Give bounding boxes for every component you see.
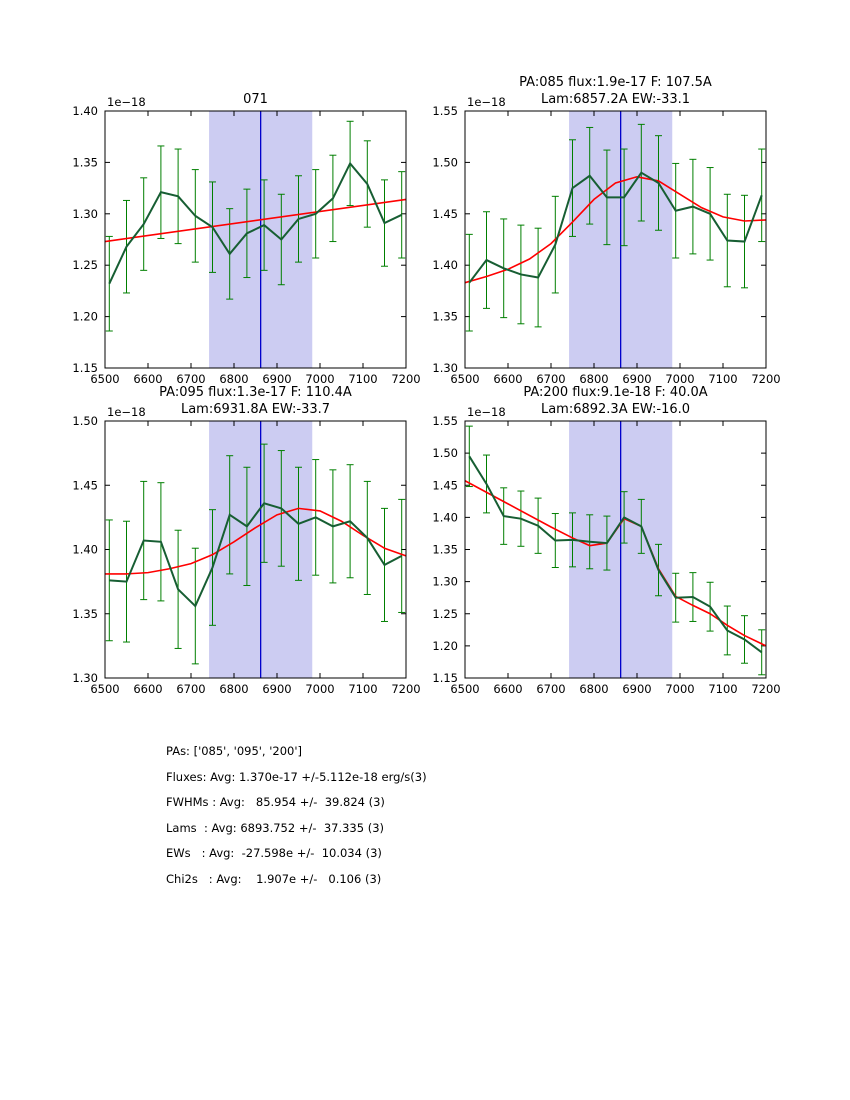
panel-title-line: PA:095 flux:1.3e-17 F: 110.4A — [159, 385, 352, 400]
y-tick-label: 1.25 — [432, 606, 458, 621]
x-tick-label: 6800 — [219, 372, 249, 386]
y-axis-offset-label: 1e−18 — [107, 405, 146, 419]
x-tick-label: 6600 — [493, 682, 523, 696]
y-tick-label: 1.35 — [432, 309, 458, 324]
x-tick-label: 6800 — [579, 682, 609, 696]
panel-title-line: 071 — [243, 92, 268, 107]
x-tick-label: 7000 — [665, 372, 695, 386]
y-tick-label: 1.45 — [432, 478, 458, 493]
x-tick-label: 6900 — [262, 372, 292, 386]
x-tick-label: 7200 — [751, 682, 781, 696]
panel-title-line: Lam:6931.8A EW:-33.7 — [180, 402, 331, 417]
x-tick-label: 7200 — [751, 372, 781, 386]
y-tick-label: 1.55 — [432, 414, 458, 428]
y-tick-label: 1.40 — [432, 258, 458, 273]
y-tick-label: 1.55 — [432, 104, 458, 118]
summary-line-lams: Lams : Avg: 6893.752 +/- 37.335 (3) — [166, 820, 385, 835]
x-tick-label: 6600 — [133, 372, 163, 386]
y-tick-label: 1.50 — [432, 155, 458, 170]
y-tick-label: 1.40 — [432, 510, 458, 525]
x-tick-label: 7000 — [665, 682, 695, 696]
x-tick-label: 6500 — [90, 682, 120, 696]
x-tick-label: 6700 — [536, 682, 566, 696]
panel-1 — [72, 92, 420, 386]
x-tick-label: 6900 — [622, 372, 652, 386]
summary-line-fwhms: FWHMs : Avg: 85.954 +/- 39.824 (3) — [166, 795, 385, 809]
summary-line-fluxes: Fluxes: Avg: 1.370e-17 +/-5.112e-18 erg/s(3) — [166, 769, 427, 784]
y-tick-label: 1.30 — [432, 361, 458, 375]
x-tick-label: 7100 — [348, 372, 378, 386]
summary-block — [166, 745, 427, 898]
x-tick-label: 6700 — [176, 682, 206, 696]
y-tick-label: 1.35 — [72, 155, 98, 170]
y-tick-label: 1.30 — [72, 206, 98, 221]
x-tick-label: 6700 — [536, 372, 566, 386]
x-tick-label: 6900 — [262, 682, 292, 696]
y-tick-label: 1.35 — [72, 606, 98, 621]
x-tick-label: 6700 — [176, 372, 206, 386]
x-tick-label: 7000 — [305, 372, 335, 386]
x-tick-label: 6500 — [450, 372, 480, 386]
x-tick-label: 7100 — [708, 682, 738, 696]
panel-3 — [72, 385, 420, 696]
y-tick-label: 1.15 — [432, 671, 458, 685]
y-tick-label: 1.30 — [72, 671, 98, 685]
panel-title-line: PA:200 flux:9.1e-18 F: 40.0A — [523, 385, 708, 400]
y-tick-label: 1.45 — [432, 206, 458, 221]
summary-line-pas: PAs: ['085', '095', '200'] — [166, 744, 303, 758]
y-tick-label: 1.30 — [432, 574, 458, 589]
x-tick-label: 6800 — [579, 372, 609, 386]
panel-title-line: Lam:6892.3A EW:-16.0 — [540, 402, 691, 417]
y-tick-label: 1.25 — [72, 258, 98, 273]
summary-line-chi2s: Chi2s : Avg: 1.907e +/- 0.106 (3) — [166, 871, 382, 886]
x-tick-label: 7000 — [305, 682, 335, 696]
x-tick-label: 6500 — [450, 682, 480, 696]
y-tick-label: 1.20 — [72, 309, 98, 324]
y-tick-label: 1.45 — [72, 478, 98, 493]
y-axis-offset-label: 1e−18 — [467, 95, 506, 109]
x-tick-label: 7200 — [391, 372, 421, 386]
panel-title-line: PA:085 flux:1.9e-17 F: 107.5A — [519, 75, 712, 90]
y-tick-label: 1.50 — [72, 414, 98, 428]
y-tick-label: 1.40 — [72, 104, 98, 118]
x-tick-label: 6600 — [133, 682, 163, 696]
x-tick-label: 7200 — [391, 682, 421, 696]
panel-title-line: Lam:6857.2A EW:-33.1 — [540, 92, 691, 107]
x-tick-label: 7100 — [708, 372, 738, 386]
y-tick-label: 1.40 — [72, 542, 98, 557]
y-tick-label: 1.50 — [432, 446, 458, 461]
panel-4 — [432, 385, 780, 696]
y-axis-offset-label: 1e−18 — [467, 405, 506, 419]
x-tick-label: 6900 — [622, 682, 652, 696]
summary-line-ews: EWs : Avg: -27.598e +/- 10.034 (3) — [166, 846, 382, 860]
y-tick-label: 1.15 — [72, 361, 98, 375]
y-tick-label: 1.20 — [432, 638, 458, 653]
y-tick-label: 1.35 — [432, 542, 458, 557]
y-axis-offset-label: 1e−18 — [107, 95, 146, 109]
x-tick-label: 7100 — [348, 682, 378, 696]
x-tick-label: 6600 — [493, 372, 523, 386]
panel-2 — [432, 75, 780, 386]
x-tick-label: 6800 — [219, 682, 249, 696]
x-tick-label: 6500 — [90, 372, 120, 386]
